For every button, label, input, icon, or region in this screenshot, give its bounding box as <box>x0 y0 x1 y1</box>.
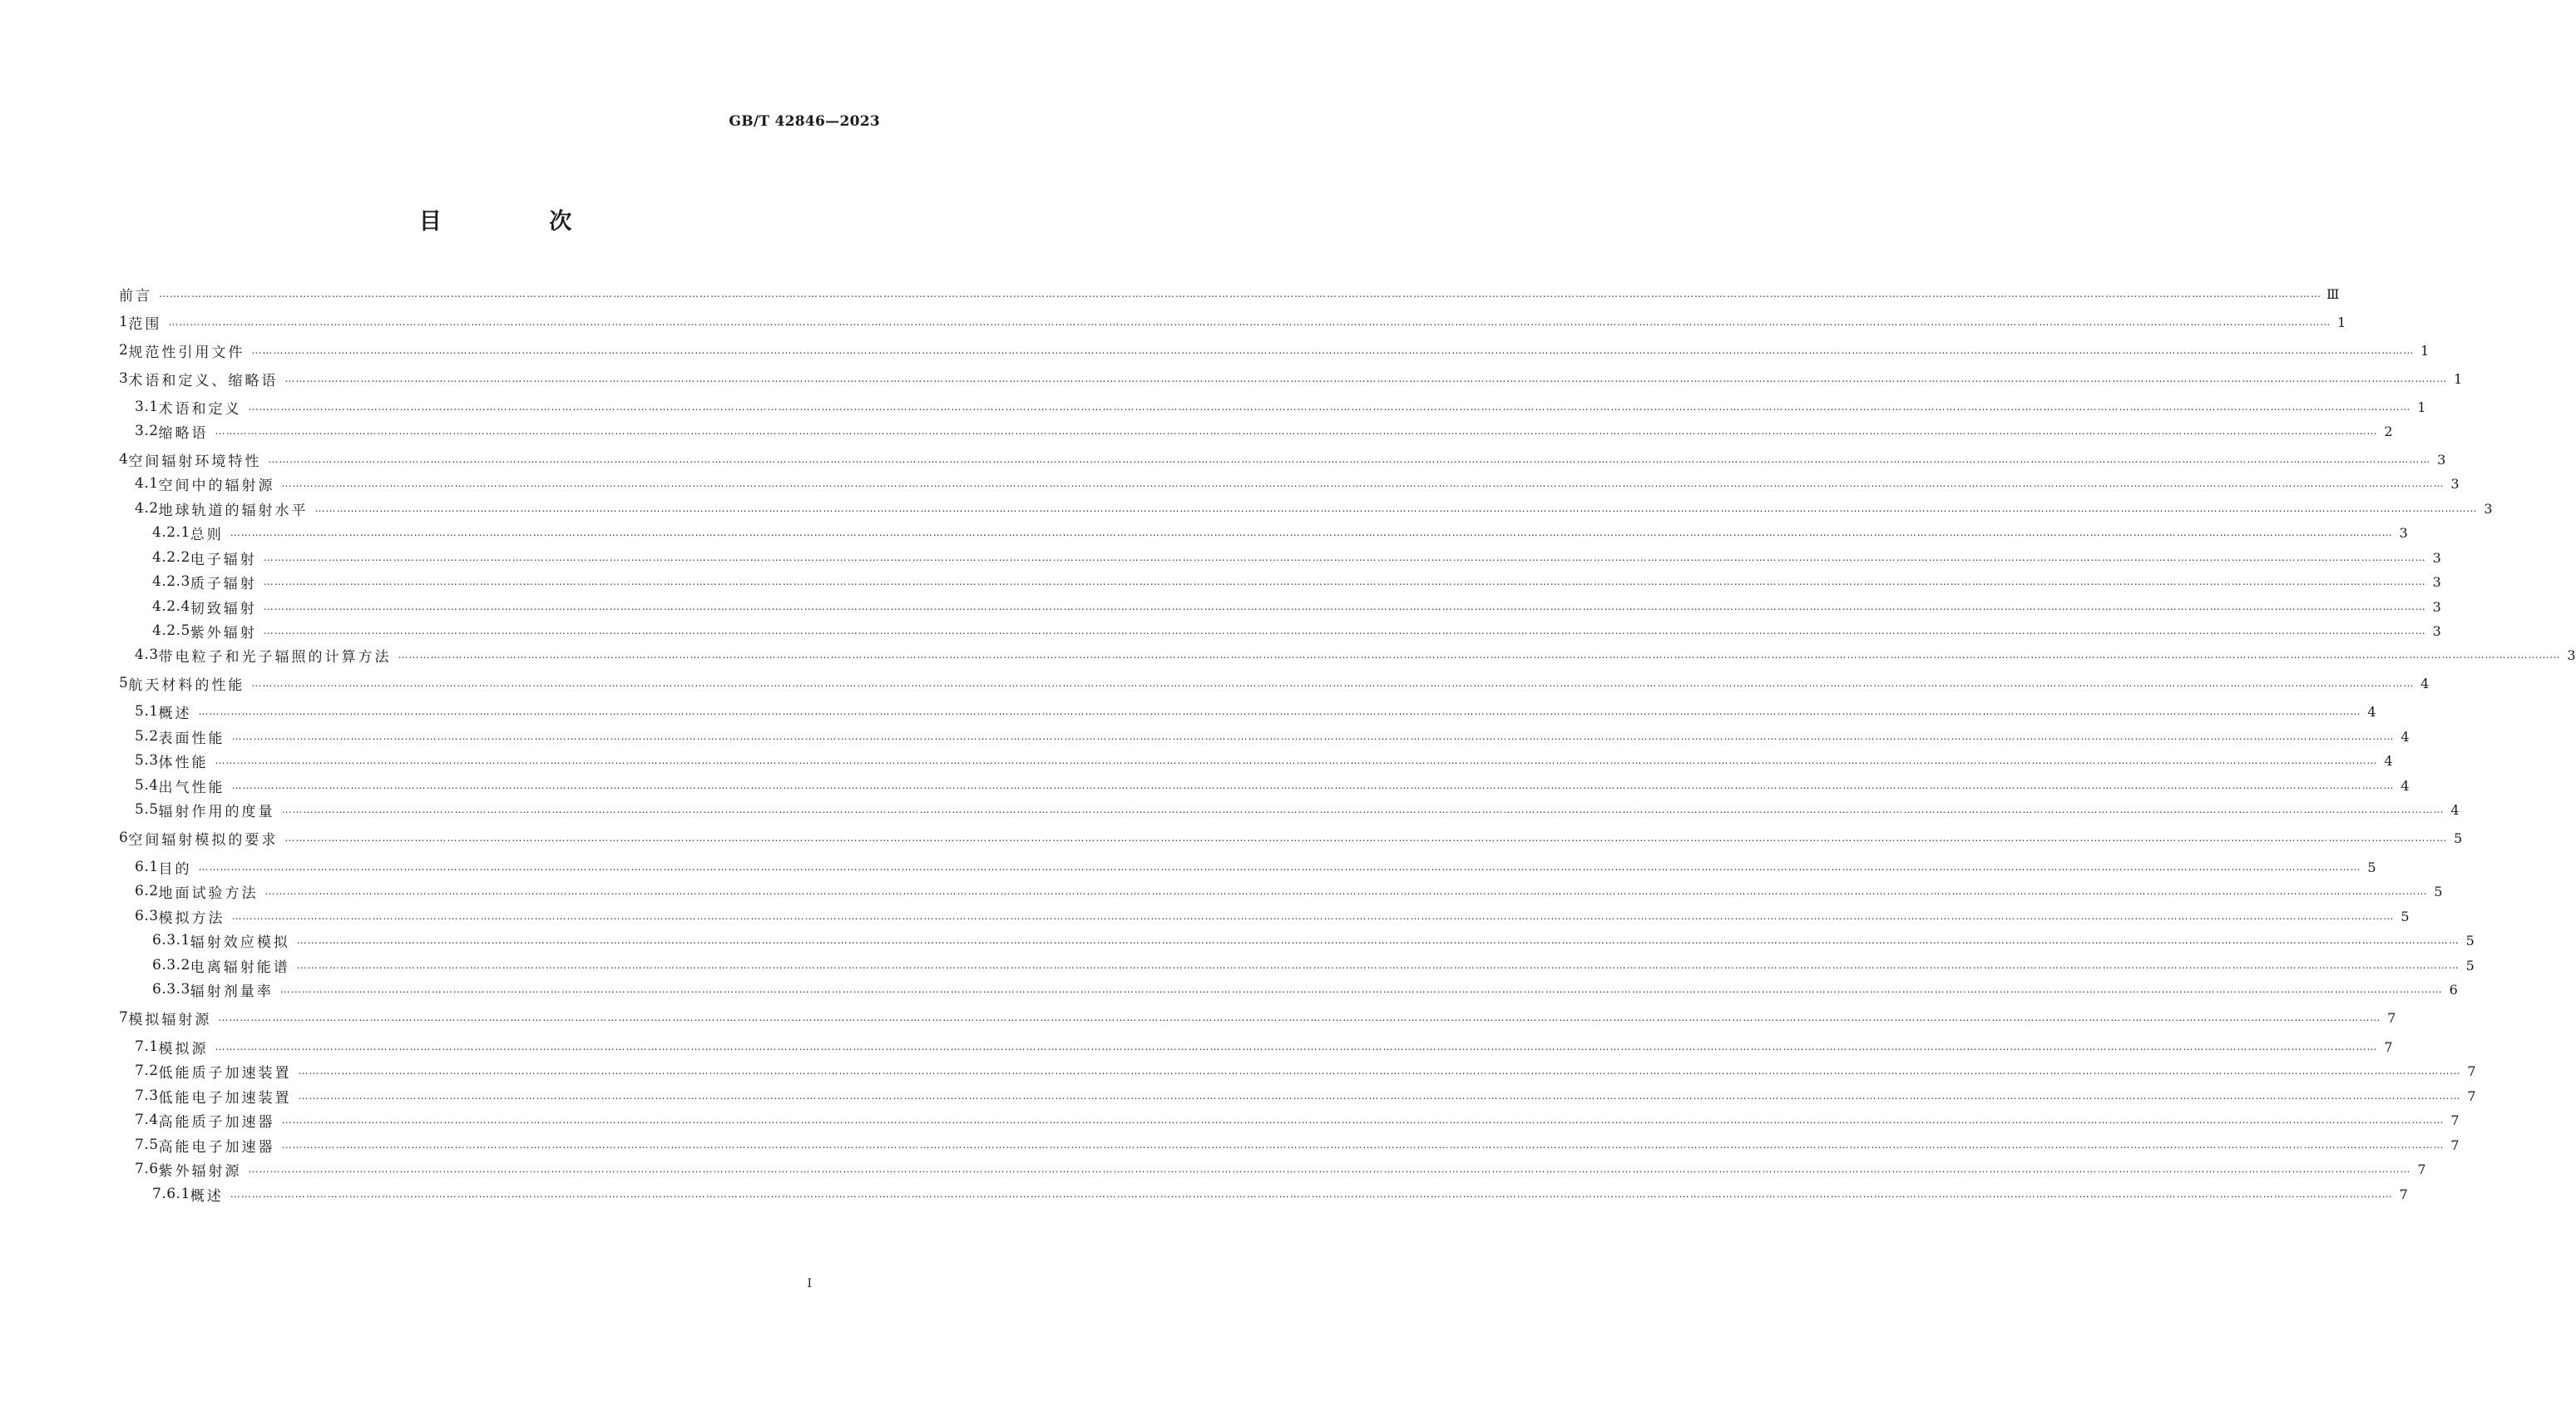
toc-leader-dots: …………………………………………………………………………………………………………………………………………………………………………………………………………………………………………………………………………………………………………………………………………………………………………………………………………………………………………………………………………………………………………………………………………………… <box>265 885 2428 897</box>
toc-leader-dots: …………………………………………………………………………………………………………………………………………………………………………………………………………………………………………………………………………………………………………………………………………………………………………………………………………………………………………………………………………………………………………………………………………………… <box>298 1065 2461 1077</box>
toc-entry-label: 低能质子加速装置 <box>158 1064 292 1082</box>
toc-entry[interactable] <box>119 597 2441 617</box>
toc-entry-page: 1 <box>2420 342 2430 359</box>
toc-entry-label: 辐射作用的度量 <box>158 803 275 820</box>
toc-entry-page: 1 <box>2417 399 2426 415</box>
toc-entry[interactable] <box>119 906 2410 927</box>
toc-entry-page: 4 <box>2420 675 2430 691</box>
toc-leader-dots: …………………………………………………………………………………………………………………………………………………………………………………………………………………………………………………………………………………………………………………………………………………………………………………………………………………………………………………………………………………………………………………………………………………… <box>263 625 2426 637</box>
toc-entry-label: 出气性能 <box>158 779 225 796</box>
toc-entry-label: 紫外辐射 <box>190 624 257 642</box>
toc-leader-dots: …………………………………………………………………………………………………………………………………………………………………………………………………………………………………………………………………………………………………………………………………………………………………………………………………………………………………………………………………………………………………………………………………………………… <box>231 910 2395 922</box>
toc-entry-page: 5 <box>2454 830 2463 846</box>
toc-entry-page: Ⅲ <box>2326 285 2340 302</box>
toc-entry[interactable] <box>119 701 2376 722</box>
toc-entry-label: 辐射效应模拟 <box>190 934 290 951</box>
toc-entry-label: 航天材料的性能 <box>128 676 245 694</box>
toc-entry[interactable] <box>119 1008 2396 1028</box>
toc-entry-number: 6.3.1 <box>152 932 190 949</box>
toc-entry-label: 体性能 <box>158 754 209 771</box>
toc-leader-dots: …………………………………………………………………………………………………………………………………………………………………………………………………………………………………………………………………………………………………………………………………………………………………………………………………………………………………………………………………………………………………………………………………………………… <box>281 804 2445 815</box>
toc-entry-page: 3 <box>2450 475 2460 492</box>
toc-entry-page: 3 <box>2432 549 2441 566</box>
toc-leader-dots: …………………………………………………………………………………………………………………………………………………………………………………………………………………………………………………………………………………………………………………………………………………………………………………………………………………………………………………………………………………………………………………………………………………… <box>215 1041 2378 1053</box>
toc-entry-number: 5.4 <box>135 777 159 794</box>
toc-entry-label: 电子辐射 <box>190 551 257 568</box>
toc-leader-dots: …………………………………………………………………………………………………………………………………………………………………………………………………………………………………………………………………………………………………………………………………………………………………………………………………………………………………………………………………………………………………………………………………………………… <box>251 677 2415 689</box>
toc-leader-dots: …………………………………………………………………………………………………………………………………………………………………………………………………………………………………………………………………………………………………………………………………………………………………………………………………………………………………………………………………………………………………………………………………………………… <box>230 1188 2393 1200</box>
toc-entry-page: 4 <box>2400 777 2410 794</box>
toc-entry[interactable] <box>119 726 2410 747</box>
toc-entry-page: 5 <box>2400 908 2410 924</box>
toc-leader-dots: …………………………………………………………………………………………………………………………………………………………………………………………………………………………………………………………………………………………………………………………………………………………………………………………………………………………………………………………………………………………………………………………………………………… <box>284 373 2448 384</box>
toc-entry[interactable] <box>119 1086 2476 1107</box>
toc-entry-number: 5.3 <box>135 752 159 769</box>
toc-entry-page: 4 <box>2400 728 2410 745</box>
toc-entry[interactable] <box>119 1110 2460 1131</box>
toc-entry[interactable] <box>119 800 2460 820</box>
toc-entry[interactable] <box>119 1037 2393 1058</box>
toc-entry-number: 7.6 <box>135 1161 159 1177</box>
toc-leader-dots: …………………………………………………………………………………………………………………………………………………………………………………………………………………………………………………………………………………………………………………………………………………………………………………………………………………………………………………………………………………………………………………………………………………… <box>248 1163 2411 1175</box>
toc-entry[interactable] <box>119 340 2430 361</box>
toc-leader-dots: …………………………………………………………………………………………………………………………………………………………………………………………………………………………………………………………………………………………………………………………………………………………………………………………………………………………………………………………………………………………………………………………………………………… <box>215 755 2378 766</box>
toc-entry-page: 3 <box>2432 598 2441 615</box>
toc-entry[interactable] <box>119 397 2426 418</box>
toc-leader-dots: …………………………………………………………………………………………………………………………………………………………………………………………………………………………………………………………………………………………………………………………………………………………………………………………………………………………………………………………………………………………………………………………………………………… <box>263 576 2426 587</box>
toc-entry-page: 5 <box>2434 883 2443 899</box>
toc-entry-label: 紫外辐射源 <box>158 1162 242 1180</box>
toc-entry[interactable] <box>119 828 2463 849</box>
toc-leader-dots: …………………………………………………………………………………………………………………………………………………………………………………………………………………………………………………………………………………………………………………………………………………………………………………………………………………………………………………………………………………………………………………………………………………… <box>218 1012 2381 1023</box>
toc-entry-label: 电离辐射能谱 <box>190 959 290 976</box>
toc-entry-number: 6.3.3 <box>152 981 190 998</box>
toc-entry[interactable] <box>119 523 2408 543</box>
toc-entry-number: 6.3 <box>135 908 159 924</box>
toc-entry-number: 3 <box>119 370 129 387</box>
toc-leader-dots: …………………………………………………………………………………………………………………………………………………………………………………………………………………………………………………………………………………………………………………………………………………………………………………………………………………………………………………………………………………………………………………………………………………… <box>298 1090 2461 1102</box>
toc-entry-number: 5.5 <box>135 801 159 818</box>
toc-entry-number: 7.2 <box>135 1063 159 1079</box>
toc-entry-page: 3 <box>2437 451 2446 468</box>
toc-entry-page: 5 <box>2465 957 2475 973</box>
toc-entry-number: 4.3 <box>135 647 159 663</box>
toc-entry-label: 规范性引用文件 <box>128 344 245 361</box>
toc-entry-page: 3 <box>2432 573 2441 590</box>
toc-entry-label: 地面试验方法 <box>158 884 259 902</box>
toc-entry-number: 5.2 <box>135 728 159 745</box>
toc-entry[interactable] <box>119 473 2460 494</box>
toc-entry-number: 7.1 <box>135 1038 159 1055</box>
toc-entry-label: 概述 <box>158 705 192 722</box>
toc-entry-label: 缩略语 <box>158 424 209 442</box>
toc-entry-label: 前言 <box>119 287 152 305</box>
toc-entry-label: 带电粒子和光子辐照的计算方法 <box>158 648 392 666</box>
toc-entry-page: 7 <box>2467 1063 2476 1079</box>
toc-entry-number: 7.3 <box>135 1087 159 1104</box>
toc-entry-label: 模拟方法 <box>158 909 225 927</box>
standard-number: GB/T 42846—2023 <box>729 113 880 130</box>
toc-leader-dots: …………………………………………………………………………………………………………………………………………………………………………………………………………………………………………………………………………………………………………………………………………………………………………………………………………………………………………………………………………………………………………………………………………………… <box>281 1139 2445 1151</box>
toc-entry-page: 5 <box>2465 932 2475 949</box>
toc-entry-label: 空间辐射环境特性 <box>128 453 262 470</box>
toc-entry-number: 7.4 <box>135 1112 159 1128</box>
toc-leader-dots: …………………………………………………………………………………………………………………………………………………………………………………………………………………………………………………………………………………………………………………………………………………………………………………………………………………………………………………………………………………………………………………………………………………… <box>198 861 2361 873</box>
toc-entry[interactable] <box>119 751 2393 771</box>
toc-entry-page: 7 <box>2450 1137 2460 1153</box>
toc-entry[interactable] <box>119 1159 2426 1180</box>
toc-entry-page: 7 <box>2384 1038 2393 1055</box>
toc-entry-page: 7 <box>2387 1009 2396 1026</box>
toc-entry-number: 4.2.2 <box>152 549 190 566</box>
toc-entry-number: 4.1 <box>135 475 159 492</box>
toc-leader-dots: …………………………………………………………………………………………………………………………………………………………………………………………………………………………………………………………………………………………………………………………………………………………………………………………………………………………………………………………………………………………………………………………………………………… <box>231 780 2395 791</box>
toc-leader-dots: …………………………………………………………………………………………………………………………………………………………………………………………………………………………………………………………………………………………………………………………………………………………………………………………………………………………………………………………………………………………………………………………………………………… <box>281 1114 2445 1126</box>
toc-entry-number: 5.1 <box>135 703 159 720</box>
toc-leader-dots: …………………………………………………………………………………………………………………………………………………………………………………………………………………………………………………………………………………………………………………………………………………………………………………………………………………………………………………………………………………………………………………………………………………… <box>398 649 2561 661</box>
toc-entry-number: 3.1 <box>135 399 159 415</box>
toc-entry-label: 模拟源 <box>158 1040 209 1058</box>
toc-entry-page: 1 <box>2337 314 2346 330</box>
toc-entry-page: 7 <box>2417 1161 2426 1177</box>
toc-entry-number: 7.5 <box>135 1137 159 1153</box>
toc-leader-dots: …………………………………………………………………………………………………………………………………………………………………………………………………………………………………………………………………………………………………………………………………………………………………………………………………………………………………………………………………………………………………………………………………………………… <box>314 503 2478 514</box>
toc-entry[interactable] <box>119 621 2441 642</box>
toc-leader-dots: …………………………………………………………………………………………………………………………………………………………………………………………………………………………………………………………………………………………………………………………………………………………………………………………………………………………………………………………………………………………………………………………………………………… <box>268 453 2431 465</box>
toc-entry-page: 7 <box>2399 1186 2408 1202</box>
toc-leader-dots: …………………………………………………………………………………………………………………………………………………………………………………………………………………………………………………………………………………………………………………………………………………………………………………………………………………………………………………………………………………………………………………………………………………… <box>263 552 2426 563</box>
toc-entry-number: 4.2.1 <box>152 524 190 541</box>
toc-entry[interactable] <box>119 369 2463 389</box>
toc-entry[interactable] <box>119 930 2475 951</box>
toc-leader-dots: …………………………………………………………………………………………………………………………………………………………………………………………………………………………………………………………………………………………………………………………………………………………………………………………………………………………………………………………………………………………………………………………………………………… <box>215 425 2378 437</box>
toc-title: 目 次 <box>418 209 622 235</box>
toc-leader-dots: …………………………………………………………………………………………………………………………………………………………………………………………………………………………………………………………………………………………………………………………………………………………………………………………………………………………………………………………………………………………………………………………………………………… <box>284 832 2448 844</box>
toc-entry-page: 3 <box>2484 500 2493 517</box>
toc-entry[interactable] <box>119 1135 2460 1156</box>
toc-entry-label: 表面性能 <box>158 730 225 747</box>
toc-leader-dots: …………………………………………………………………………………………………………………………………………………………………………………………………………………………………………………………………………………………………………………………………………………………………………………………………………………………………………………………………………………………………………………………………………………… <box>296 959 2460 971</box>
toc-entry-page: 3 <box>2567 647 2576 663</box>
toc-entry-label: 地球轨道的辐射水平 <box>158 502 309 519</box>
toc-entry[interactable] <box>119 449 2446 470</box>
toc-entry-page: 1 <box>2454 370 2463 387</box>
toc-leader-dots: …………………………………………………………………………………………………………………………………………………………………………………………………………………………………………………………………………………………………………………………………………………………………………………………………………………………………………………………………………………………………………………………………………………… <box>281 478 2445 489</box>
toc-leader-dots: …………………………………………………………………………………………………………………………………………………………………………………………………………………………………………………………………………………………………………………………………………………………………………………………………………………………………………………………………………………………………………………………………………………… <box>248 401 2411 413</box>
toc-entry-page: 6 <box>2449 981 2458 998</box>
toc-entry-label: 概述 <box>190 1187 224 1205</box>
toc-entry-page: 4 <box>2450 801 2460 818</box>
toc-leader-dots: …………………………………………………………………………………………………………………………………………………………………………………………………………………………………………………………………………………………………………………………………………………………………………………………………………………………………………………………………………………………………………………………………………………… <box>263 601 2426 612</box>
toc-entry-label: 目的 <box>158 860 192 878</box>
toc-entry-number: 1 <box>119 314 129 330</box>
toc-entry-number: 4 <box>119 451 129 468</box>
toc-entry-label: 模拟辐射源 <box>128 1011 212 1028</box>
footer-page-number: Ⅰ <box>807 1277 812 1291</box>
toc-entry[interactable] <box>119 857 2376 878</box>
toc-entry-label: 空间辐射模拟的要求 <box>128 831 279 849</box>
toc-entry[interactable] <box>119 547 2441 568</box>
toc-entry[interactable] <box>119 312 2346 333</box>
toc-entry-number: 4.2.3 <box>152 573 190 590</box>
toc-entry-number: 2 <box>119 342 129 359</box>
toc-entry[interactable] <box>119 421 2393 442</box>
toc-entry-page: 2 <box>2384 423 2393 439</box>
toc-entry-number: 7 <box>119 1009 129 1026</box>
toc-entry-label: 高能电子加速器 <box>158 1138 275 1156</box>
toc-entry-page: 7 <box>2450 1112 2460 1128</box>
toc-entry-number: 6.3.2 <box>152 957 190 973</box>
toc-entry[interactable] <box>119 1184 2408 1205</box>
toc-entry[interactable] <box>119 1061 2476 1082</box>
toc-leader-dots: …………………………………………………………………………………………………………………………………………………………………………………………………………………………………………………………………………………………………………………………………………………………………………………………………………………………………………………………………………………………………………………………………………………… <box>251 344 2415 356</box>
toc-entry-number: 5 <box>119 675 129 691</box>
toc-entry[interactable] <box>119 979 2458 1000</box>
toc-entry-label: 空间中的辐射源 <box>158 477 275 494</box>
toc-leader-dots: …………………………………………………………………………………………………………………………………………………………………………………………………………………………………………………………………………………………………………………………………………………………………………………………………………………………………………………………………………………………………………………………………………………… <box>159 288 2321 300</box>
toc-entry[interactable] <box>119 673 2430 694</box>
toc-leader-dots: …………………………………………………………………………………………………………………………………………………………………………………………………………………………………………………………………………………………………………………………………………………………………………………………………………………………………………………………………………………………………………………………………………………… <box>231 731 2395 742</box>
toc-entry-label: 低能电子加速装置 <box>158 1089 292 1107</box>
toc-entry-label: 术语和定义、缩略语 <box>128 372 279 389</box>
toc-leader-dots: …………………………………………………………………………………………………………………………………………………………………………………………………………………………………………………………………………………………………………………………………………………………………………………………………………………………………………………………………………………………………………………………………………………… <box>296 934 2460 946</box>
toc-leader-dots: …………………………………………………………………………………………………………………………………………………………………………………………………………………………………………………………………………………………………………………………………………………………………………………………………………………………………………………………………………………………………………………………………………………… <box>198 706 2361 717</box>
toc-entry-number: 3.2 <box>135 423 159 439</box>
toc-entry-page: 3 <box>2432 622 2441 639</box>
toc-entry[interactable] <box>119 572 2441 592</box>
toc-entry-label: 术语和定义 <box>158 400 242 418</box>
toc-entry-number: 4.2.4 <box>152 598 190 615</box>
toc-entry-page: 3 <box>2399 524 2408 541</box>
toc-entry-number: 4.2 <box>135 500 159 517</box>
toc-entry-number: 7.6.1 <box>152 1186 190 1202</box>
toc-entry-page: 5 <box>2367 859 2376 875</box>
toc-entry[interactable] <box>119 498 2493 519</box>
toc-entry-label: 韧致辐射 <box>190 600 257 617</box>
toc-entry-label: 范围 <box>128 315 162 333</box>
toc-entry[interactable] <box>119 775 2410 796</box>
toc-entry[interactable] <box>119 881 2443 902</box>
toc-entry-number: 6.2 <box>135 883 159 899</box>
toc-entry-page: 4 <box>2384 752 2393 769</box>
toc-entry-label: 质子辐射 <box>190 575 257 592</box>
toc-entry-label: 高能质子加速器 <box>158 1113 275 1131</box>
toc-leader-dots: …………………………………………………………………………………………………………………………………………………………………………………………………………………………………………………………………………………………………………………………………………………………………………………………………………………………………………………………………………………………………………………………………………………… <box>230 527 2393 538</box>
toc-entry-page: 7 <box>2467 1087 2476 1104</box>
toc-entry[interactable] <box>119 645 2576 666</box>
toc-leader-dots: …………………………………………………………………………………………………………………………………………………………………………………………………………………………………………………………………………………………………………………………………………………………………………………………………………………………………………………………………………………………………………………………………………………… <box>168 316 2331 328</box>
toc-entry-number: 4.2.5 <box>152 622 190 639</box>
toc-entry-label: 辐射剂量率 <box>190 983 274 1000</box>
toc-entry[interactable] <box>119 955 2475 976</box>
toc-entry-page: 4 <box>2367 703 2376 720</box>
toc-entry-label: 总则 <box>190 526 224 543</box>
toc-entry-number: 6 <box>119 830 129 846</box>
toc-entry[interactable] <box>119 284 2340 305</box>
toc-leader-dots: …………………………………………………………………………………………………………………………………………………………………………………………………………………………………………………………………………………………………………………………………………………………………………………………………………………………………………………………………………………………………………………………………………………… <box>279 983 2443 995</box>
toc-entry-number: 6.1 <box>135 859 159 875</box>
